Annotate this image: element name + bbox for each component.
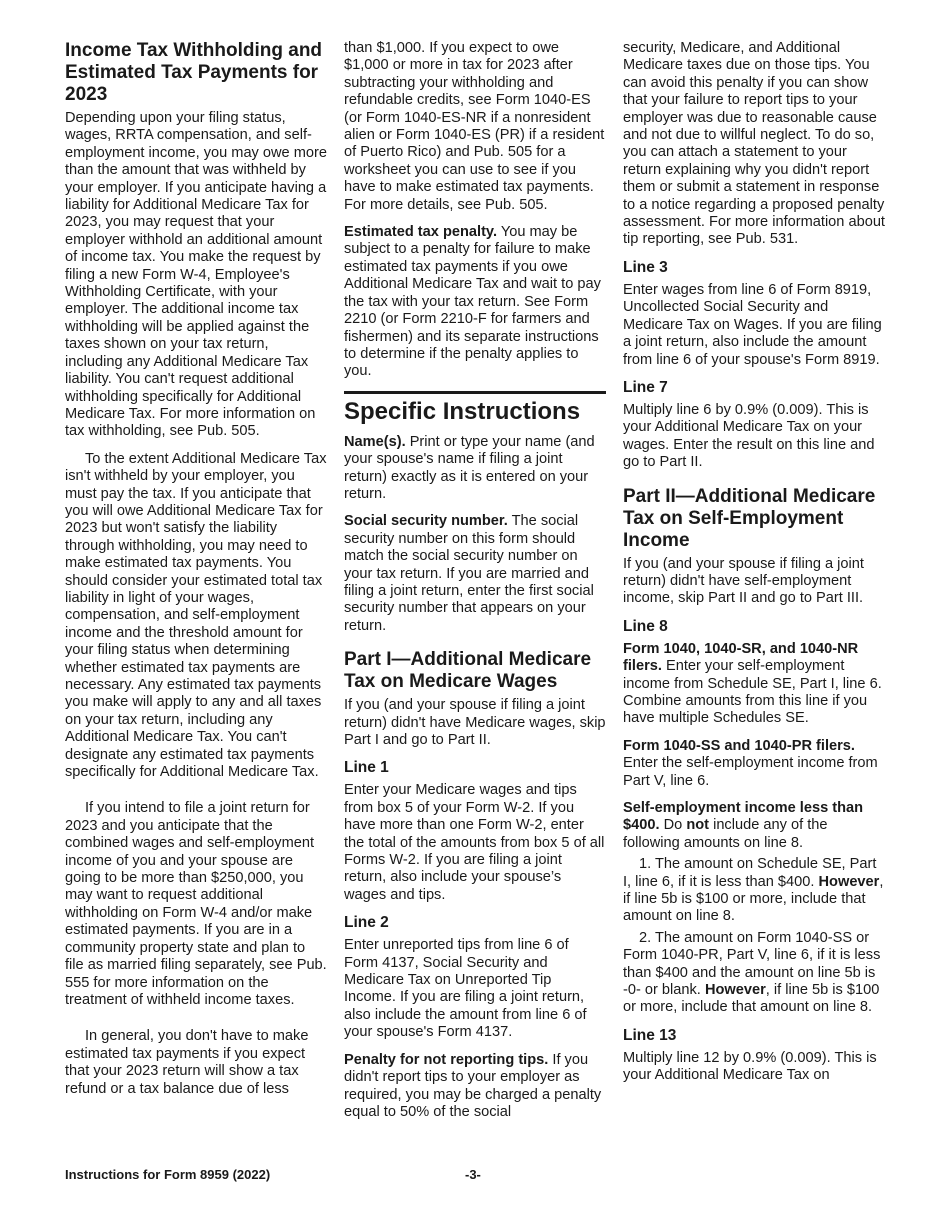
paragraph: than $1,000. If you expect to owe $1,000 or more in tax for 2023 after subtracting your withholding and refundable credits, see Form 1040-ES (or Form 1040-ES-NR if a nonresident alien or Form 1040-ES (PR) if a resident of Puerto Rico) and Pub. 505 for a worksheet you can use to see if you have to make estimated tax payments. For more details, see Pub. 505.	[344, 40, 605, 213]
list-item	[623, 930, 885, 1017]
paragraph: If you (and your spouse if filing a joint return) didn't have Medicare wages, skip Part I and go to Part II.	[344, 697, 606, 748]
run-in-heading: Penalty for not reporting tips.	[344, 1051, 549, 1068]
footer-form-title: Instructions for Form 8959 (2022)	[65, 1167, 271, 1182]
paragraph: To the extent Additional Medicare Tax isn't withheld by your employer, you must pay the tax. If you anticipate that you will owe Additional Medicare Tax for 2023 but won't satisfy the liability through withholding, you may need to make estimated tax payments. You should consider your estimated total tax liability in light of your wages, compensation, and self-employment income and the threshold amount for your filing status when determining whether estimated tax payments are necessary. Any estimated tax payments you make will apply to any and all taxes on your tax return, including any Additional Medicare Tax. You can't designate any estimated tax payments specifically for Additional Medicare Tax.	[65, 450, 327, 781]
paragraph: Enter your Medicare wages and tips from box 5 of your Form W-2. If you have more than one Form W-2, enter the total of the amounts from box 5 of all Forms W-2. If you are filing a joint return, also include your spouse’s wages and tips.	[344, 782, 605, 903]
run-in-heading: Self-employment income less than $400.	[623, 800, 864, 834]
list-item-text: 2. The amount on Form 1040-SS or Form 1040-PR, Part V, line 6, if it is less than $400 and the amount on line 5b is -0- or blank.	[623, 929, 881, 999]
line7-heading: Line 7	[623, 378, 668, 396]
column-right	[623, 40, 885, 1095]
line2-heading: Line 2	[344, 914, 389, 932]
specific-instructions-heading: Specific Instructions	[344, 391, 606, 426]
paragraph: Multiply line 6 by 0.9% (0.009). This is your Additional Medicare Tax on your wages. Enter the result on this line and go to Part II.	[623, 401, 875, 471]
run-in-heading: Name(s).	[344, 433, 406, 450]
line3-heading: Line 3	[623, 258, 668, 276]
paragraph-text: You may be subject to a penalty for failure to make estimated tax payments if you owe Additional Medicare Tax and wait to pay the tax with your tax return. See Form 2210 (or Form 2210-F for farmers and fishermen) and its separate instructions to determine if the penalty applies to you.	[344, 224, 601, 380]
run-in-heading: Social security number.	[344, 513, 508, 530]
emphasis-not: not	[686, 817, 710, 834]
paragraph: If you (and your spouse if filing a joint return) didn't have self-employment income, skip Part II and go to Part III.	[623, 555, 864, 607]
paragraph-text: Enter the self-employment income from Part V, line 6.	[623, 755, 878, 789]
list-item-text: 1. The amount on Schedule SE, Part I, line 6, if it is less than $400.	[623, 856, 877, 890]
paragraph-text: include any of the following amounts on line 8.	[623, 817, 828, 851]
list-item	[623, 856, 885, 926]
paragraph: Enter unreported tips from line 6 of Form 4137, Social Security and Medicare Tax on Unreported Tip Income. If you are filing a joint return, also include the amount from line 6 of your spouse's Form 4137.	[344, 937, 587, 1041]
line8-heading: Line 8	[623, 617, 668, 635]
paragraph-ssn	[344, 513, 606, 635]
part2-heading: Part II—Additional Medicare Tax on Self-Employment Income	[623, 485, 876, 551]
paragraph-estimated-tax-penalty	[344, 224, 606, 381]
section-heading-withholding: Income Tax Withholding and Estimated Tax Payments for 2023	[65, 40, 323, 105]
page-number: -3-	[465, 1167, 481, 1182]
paragraph: Multiply line 12 by 0.9% (0.009). This is your Additional Medicare Tax on	[623, 1049, 877, 1084]
emphasis-however: However	[818, 873, 880, 890]
part1-heading: Part I—Additional Medicare Tax on Medicare Wages	[344, 649, 592, 693]
list-item-text: , if line 5b is $100 or more, include that amount on line 8.	[623, 873, 884, 925]
paragraph: security, Medicare, and Additional Medicare taxes due on those tips. You can avoid this penalty if you can show that your failure to report tips to your employer was due to reasonable cause and not due to willful neglect. To do so, you can attach a statement to your return explaining why you didn't report them or submit a statement in response to a notice regarding a proposed penalty assessment. For more information about tip reporting, see Pub. 531.	[623, 40, 885, 248]
paragraph-text: Do	[663, 817, 683, 834]
run-in-heading: Estimated tax penalty.	[344, 224, 498, 241]
list-item-text: , if line 5b is $100 or more, include that amount on line 8.	[623, 982, 880, 1016]
column-middle	[344, 40, 606, 1131]
paragraph-names	[344, 434, 606, 504]
paragraph-text: If you didn't report tips to your employer as required, you may be charged a penalty equal to 50% of the social	[344, 1051, 602, 1120]
run-in-heading: Form 1040-SS and 1040-PR filers.	[623, 737, 855, 754]
paragraph-text: The social security number on this form should match the social security number on your tax return. If you are married and filing a joint return, enter the first social security number that appears on your return.	[344, 513, 594, 634]
paragraph-form-1040-filers	[623, 641, 885, 728]
paragraph: If you intend to file a joint return for 2023 and you anticipate that the combined wages and self-employment income of you and your spouse are going to be more than $250,000, you may want to request additional withholding on Form W-4 and/or make estimated payments. If you are in a community property state and plan to file as married filing separately, see Pub. 555 for more information on the treatment of withheld income taxes.	[65, 800, 327, 1008]
paragraph-tips-penalty	[344, 1052, 606, 1122]
paragraph-text: Enter your self-employment income from Schedule SE, Part I, line 6. Combine amounts from this line if you have multiple Schedules SE.	[623, 658, 882, 727]
paragraph-se-income	[623, 800, 885, 852]
emphasis-however: However	[704, 982, 766, 999]
line13-heading: Line 13	[623, 1026, 677, 1044]
paragraph-form-1040ss-filers	[623, 738, 885, 790]
paragraph-text: Print or type your name (and your spouse's name if filing a joint return) exactly as it is entered on your return.	[344, 433, 595, 502]
paragraph: Depending upon your filing status, wages, RRTA compensation, and self-employment income, you may owe more than the amount that was withheld by your employer. If you anticipate having a liability for Additional Medicare Tax for 2023, you may request that your employer withhold an additional amount of income tax. You make the request by filing a new Form W-4, Employee's Withholding Certificate, with your employer. The additional income tax withholding will be applied against the taxes shown on your tax return, including any Additional Medicare Tax liability. You can't request additional withholding specifically for Additional Medicare Tax. For more information on tax withholding, see Pub. 505.	[65, 110, 327, 440]
paragraph: Enter wages from line 6 of Form 8919, Uncollected Social Security and Medicare Tax on Wages. If you are filing a joint return, also include the amount from line 6 of your spouse's Form 8919.	[623, 281, 882, 368]
line1-heading: Line 1	[344, 759, 389, 777]
run-in-heading: Form 1040, 1040-SR, and 1040-NR filers.	[623, 640, 859, 675]
column-left	[65, 40, 327, 1117]
paragraph: In general, you don't have to make estimated tax payments if you expect that your 2023 return will show a tax refund or a tax balance due of less	[65, 1028, 309, 1097]
